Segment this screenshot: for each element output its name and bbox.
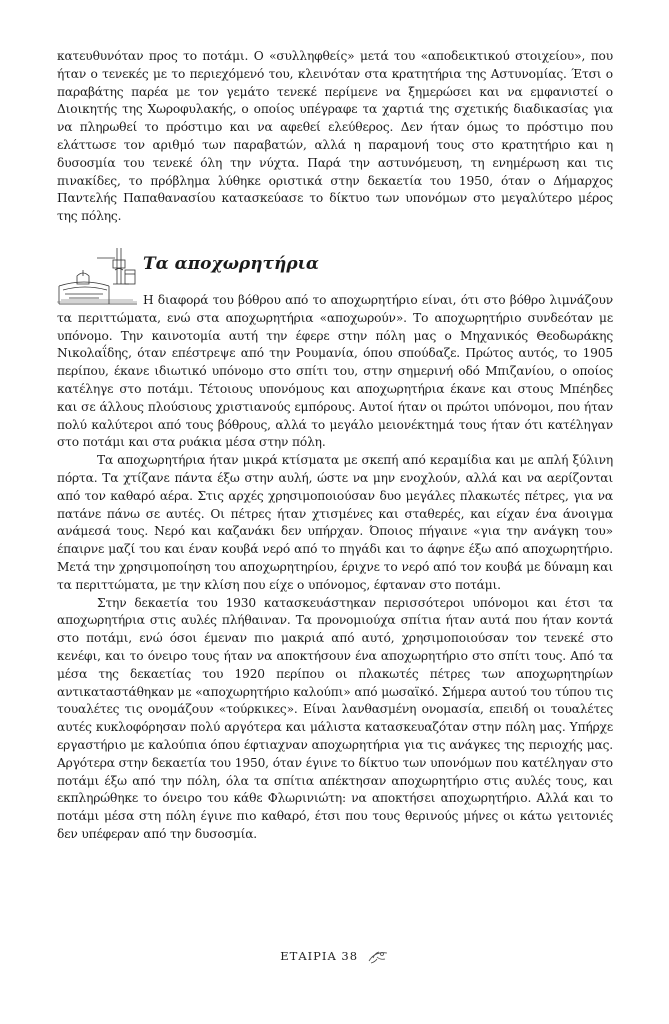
footer-publisher: ΕΤΑΙΡΙΑ [280, 949, 337, 963]
page-number: 38 [341, 949, 359, 963]
intro-text-block [57, 48, 613, 226]
section-body [57, 292, 613, 844]
section-paragraph-3: Στην δεκαετία του 1930 κατασκευάστηκαν περισσότεροι υπόνομοι και έτσι τα αποχωρητήρια στις αυλές πλήθαιναν. Τα προνομιούχα σπίτια ήταν αυτά που ήταν κοντά στο ποτάμι, ενώ όσοι έμεναν πιο μακριά από αυτό, χρησιμοποιούσαν τον τενεκέ στο κενέφι, και το όνειρο τους ήταν να αποκτήσουν ένα αποχωρητήριο στο σπίτι τους. Από τα μέσα της δεκαετίας του 1920 περίπου οι πλακωτές πέτρες των αποχωρητηρίων αντικαταστάθηκαν με «αποχωρητήριο καλούπι» από μωσαϊκό. Σήμερα αυτού του τύπου τις τουαλέτες τις ονομάζουν «τούρκικες». Είναι λανθασμένη ονομασία, επειδή οι τουαλέτες αυτές κυκλοφόρησαν πολύ αργότερα και μάλιστα κατασκευαζόταν στην πόλη μας. Υπήρχε εργαστήριο με καλούπια όπου έφτιαχναν αποχωρητήρια για τις ανάγκες της περιοχής μας. Αργότερα στην δεκαετία του 1950, όταν έγινε το δίκτυο των υπονόμων που κατέληγαν στο ποτάμι έξω από την πόλη, όλα τα σπίτια απέκτησαν αποχωρητήριο στις αυλές τους, και εκπληρώθηκε το όνειρο του κάθε Φλωρινιώτη: να αποκτήσει αποχωρητήριο. Αλλά και το ποτάμι μέσα στη πόλη έγινε πιο καθαρό, έτσι που τους θερινούς μήνες οι κάτω γειτονιές δεν υπέφεραν από την δυσοσμία. [57, 595, 613, 841]
section-paragraph-2: Τα αποχωρητήρια ήταν μικρά κτίσματα με σκεπή από κεραμίδια και με απλή ξύλινη πόρτα. Τα χτίζανε πάντα έξω στην αυλή, ώστε να μην ενοχλούν, αλλά και να αερίζονται από τον καθαρό αέρα. Στις αρχές χρησιμοποιούσαν δυο μεγάλες πλακωτές πέτρες, για να πατάνε πάνω σε αυτές. Οι πέτρες ήταν χτισμένες και σταθερές, και είχαν ένα άνοιγμα ανάμεσά τους. Νερό και καζανάκι δεν υπήρχαν. Όποιος πήγαινε «για την ανάγκη του» έπαιρνε μαζί του και έναν κουβά νερό από το πηγάδι και το άφηνε έξω από αποχωρητήριο. Μετά την χρησιμοποίηση του αποχωρητηρίου, έριχνε το νερό από τον κουβά με δύναμη και τα περιττώματα, με την κλίση που είχε ο υπόνομος, έφταναν στο ποτάμι. [57, 453, 613, 592]
page-footer [0, 949, 669, 965]
section-paragraph-1: Η διαφορά του βόθρου από το αποχωρητήριο είναι, ότι στο βόθρο λιμνάζουν τα περιττώματα, ενώ στα αποχωρητήρια «αποχωρούν». Το αποχωρητήριο συνδεόταν με υπόνομο. Την καινοτομία αυτή την έφερε στην πόλη μας ο Μηχανικός Θεοδωράκης Νικολαΐδης, όταν επέστρεψε από την Ρουμανία, όπου σπούδαζε. Πρώτος αυτός, το 1905 περίπου, έκανε ιδιωτικό υπόνομο στο σπίτι του, στην σημερινή οδό Μπιζανίου, ο οποίος κατέληγε στο ποτάμι. Τέτοιους υπονόμους και αποχωρητήρια έκανε και στους Μπέηδες και σε άλλους πλούσιους χριστιανούς εμπόρους. Αυτοί ήταν οι πρώτοι υπόνομοι, που ήταν πολύ καλύτεροι από τους βόθρους, αλλά το μεγάλο μειονέκτημά τους ήταν ότι κατέληγαν στο ποτάμι και στα ρυάκια μέσα στην πόλη. [57, 293, 613, 450]
intro-paragraph: κατευθυνόταν προς το ποτάμι. Ο «συλληφθείς» μετά του «αποδεικτικού στοιχείου», που ήταν ο τενεκές με το περιεχόμενό του, κλεινόταν στα κρατητήρια της Αστυνομίας. Έτσι ο παραβάτης παρέα με τον γεμάτο τενεκέ περίμενε να ξημερώσει και να εμφανιστεί ο Διοικητής της Χωροφυλακής, ο οποίος υπέγραφε τα χαρτιά της σχετικής διαδικασίας για να πληρωθεί το πρόστιμο και να αφεθεί ελεύθερος. Δεν ήταν όμως το πρόστιμο που ελάττωσε τον αριθμό των παραβατών, αλλά η παραμονή τους στο κρατητήριο και η δυσοσμία του τενεκέ όλη την νύχτα. Παρά την αστυνόμευση, τη ενημέρωση και τις πινακίδες, το πρόβλημα λύθηκε οριστικά στην δεκαετία του 1950, όταν ο Δήμαρχος Παντελής Παπαθανασίου κατασκεύασε το δίκτυο των υπονόμων στο μεγαλύτερο μέρος της πόλης. [57, 49, 613, 224]
section-title: Τα αποχωρητήρια [143, 254, 319, 274]
floral-ornament-icon [367, 949, 389, 965]
